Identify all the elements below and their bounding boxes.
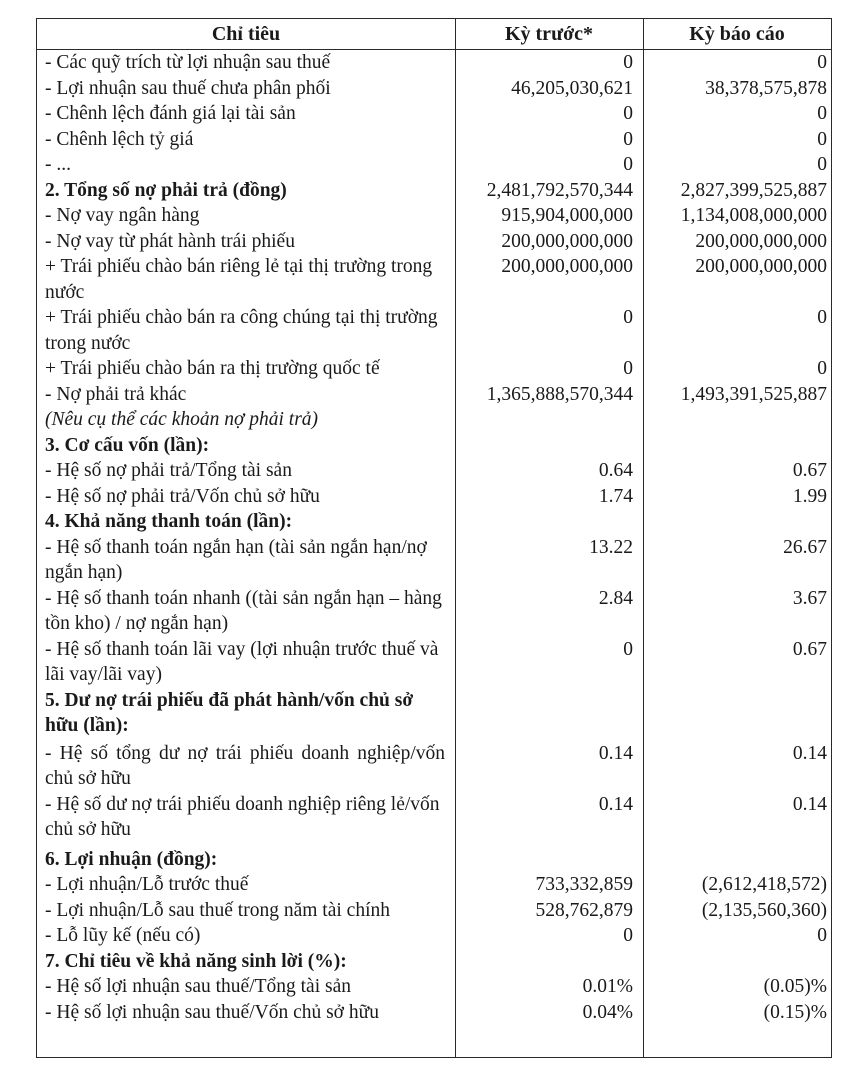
table-row	[37, 792, 831, 843]
row-label: - Các quỹ trích từ lợi nhuận sau thuế	[45, 52, 331, 73]
prior-value: 0	[623, 358, 633, 379]
section-heading-row	[37, 509, 831, 535]
row-label: + Trái phiếu chào bán riêng lẻ tại thị trường trong nước	[45, 256, 433, 303]
table-row	[37, 101, 831, 127]
header-indicator: Chỉ tiêu	[211, 23, 281, 45]
report-value: 200,000,000,000	[695, 230, 827, 252]
table-row	[37, 458, 831, 484]
prior-value: 1.74	[598, 485, 633, 507]
section-title: 6. Lợi nhuận (đồng):	[45, 848, 218, 870]
section-heading-row	[37, 178, 831, 204]
row-label: - Hệ số lợi nhuận sau thuế/Vốn chủ sở hữu	[45, 1001, 379, 1023]
table-row	[37, 898, 831, 924]
table-row	[37, 974, 831, 1000]
row-label: - Hệ số dư nợ trái phiếu doanh nghiệp riêng lẻ/vốn chủ sở hữu	[45, 793, 440, 840]
prior-value: 1,365,888,570,344	[486, 383, 633, 405]
report-value: 26.67	[783, 536, 827, 558]
report-value: 1,134,008,000,000	[680, 205, 827, 226]
prior-value: 200,000,000,000	[501, 230, 633, 252]
prior-value: 0	[623, 638, 633, 660]
row-label: - Hệ số lợi nhuận sau thuế/Tổng tài sản	[45, 976, 352, 997]
table-row	[37, 484, 831, 510]
table-body	[37, 50, 831, 1025]
section-title: 4. Khả năng thanh toán (lần):	[45, 511, 293, 532]
table-row	[37, 741, 831, 792]
report-value: 0	[817, 925, 827, 946]
header-prior-period: Kỳ trước*	[504, 23, 594, 45]
table-row	[37, 305, 831, 356]
prior-value: 528,762,879	[535, 899, 633, 921]
prior-value: 0.64	[598, 460, 633, 481]
prior-value: 733,332,859	[535, 874, 633, 895]
prior-value: 0	[623, 128, 633, 150]
section-title: 2. Tổng số nợ phải trả (đồng)	[45, 179, 287, 201]
table-row	[37, 872, 831, 898]
section-heading-row	[37, 949, 831, 975]
row-label: - Chênh lệch đánh giá lại tài sản	[45, 103, 296, 124]
row-label: - Nợ phải trả khác	[45, 383, 187, 405]
section-title: 5. Dư nợ trái phiếu đã phát hành/vốn chủ sở hữu (lần):	[45, 689, 414, 736]
report-value: 3.67	[792, 587, 827, 609]
row-label: - Hệ số thanh toán ngắn hạn (tài sản ngắn hạn/nợ ngắn hạn)	[45, 536, 427, 583]
row-label: - Nợ vay từ phát hành trái phiếu	[45, 230, 295, 252]
prior-value: 0	[623, 103, 633, 124]
row-label: - ...	[45, 154, 71, 175]
prior-value: 2,481,792,570,344	[486, 179, 633, 201]
report-value: (0.05)%	[763, 976, 827, 997]
report-value: 2,827,399,525,887	[680, 179, 827, 201]
row-label: - Hệ số nợ phải trả/Tổng tài sản	[45, 460, 292, 481]
report-value: 38,378,575,878	[705, 77, 827, 99]
prior-value: 2.84	[598, 587, 633, 609]
report-value: (0.15)%	[763, 1001, 827, 1023]
prior-value: 0.01%	[582, 976, 633, 997]
table-row	[37, 637, 831, 688]
report-value: 0	[817, 128, 827, 150]
table-row	[37, 229, 831, 255]
section-title: 7. Chỉ tiêu về khả năng sinh lời (%):	[45, 950, 347, 972]
prior-value: 0	[623, 925, 633, 946]
row-label: + Trái phiếu chào bán ra công chúng tại thị trường trong nước	[45, 307, 438, 354]
row-label: - Lợi nhuận/Lỗ sau thuế trong năm tài chính	[45, 899, 390, 921]
table-row	[37, 76, 831, 102]
row-label: - Chênh lệch tỷ giá	[45, 128, 194, 150]
report-value: 1,493,391,525,887	[680, 383, 827, 405]
prior-value: 0	[623, 154, 633, 175]
row-label: + Trái phiếu chào bán ra thị trường quốc tế	[45, 358, 380, 379]
financial-table	[36, 18, 832, 1058]
report-value: (2,612,418,572)	[701, 874, 827, 895]
table-row	[37, 127, 831, 153]
prior-value: 0.14	[598, 793, 633, 815]
table-row	[37, 203, 831, 229]
row-label: - Hệ số nợ phải trả/Vốn chủ sở hữu	[45, 485, 320, 507]
row-label: - Nợ vay ngân hàng	[45, 205, 200, 226]
table-row	[37, 1000, 831, 1026]
section-heading-row	[37, 688, 831, 739]
table-row	[37, 356, 831, 382]
report-value: 0	[817, 103, 827, 124]
row-label: - Lợi nhuận sau thuế chưa phân phối	[45, 77, 331, 99]
row-label: - Hệ số thanh toán lãi vay (lợi nhuận trước thuế và lãi vay/lãi vay)	[45, 638, 439, 685]
report-value: 0.67	[792, 638, 827, 660]
table-header	[37, 19, 831, 50]
row-label: - Hệ số tổng dư nợ trái phiếu doanh nghiệp/vốn chủ sở hữu	[45, 742, 445, 789]
section-heading-row	[37, 433, 831, 459]
note-text: (Nêu cụ thể các khoản nợ phải trả)	[45, 409, 319, 430]
report-value: 1.99	[792, 485, 827, 507]
row-label: - Hệ số thanh toán nhanh ((tài sản ngắn hạn – hàng tồn kho) / nợ ngắn hạn)	[45, 587, 442, 634]
row-label: - Lợi nhuận/Lỗ trước thuế	[45, 874, 249, 895]
report-value: 0.67	[792, 460, 827, 481]
note-row	[37, 407, 831, 433]
table-row	[37, 923, 831, 949]
table-row	[37, 254, 831, 305]
section-title: 3. Cơ cấu vốn (lần):	[45, 434, 210, 456]
prior-value: 200,000,000,000	[501, 256, 633, 277]
prior-value: 46,205,030,621	[511, 77, 633, 99]
table-row	[37, 382, 831, 408]
report-value: 0	[817, 307, 827, 328]
report-value: 0	[817, 358, 827, 379]
report-value: 0.14	[792, 793, 827, 815]
prior-value: 0.04%	[582, 1001, 633, 1023]
section-heading-row	[37, 847, 831, 873]
report-value: 0.14	[792, 742, 827, 764]
report-value: 0	[817, 52, 827, 73]
prior-value: 13.22	[589, 536, 633, 558]
report-value: 200,000,000,000	[695, 256, 827, 277]
header-report-period: Kỳ báo cáo	[689, 23, 785, 45]
table-row	[37, 586, 831, 637]
table-row	[37, 50, 831, 76]
table-row	[37, 152, 831, 178]
prior-value: 915,904,000,000	[501, 205, 633, 226]
prior-value: 0.14	[598, 742, 633, 764]
row-label: - Lỗ lũy kế (nếu có)	[45, 925, 201, 946]
table-row	[37, 535, 831, 586]
report-value: (2,135,560,360)	[701, 899, 827, 921]
prior-value: 0	[623, 307, 633, 328]
report-value: 0	[817, 154, 827, 175]
prior-value: 0	[623, 52, 633, 73]
